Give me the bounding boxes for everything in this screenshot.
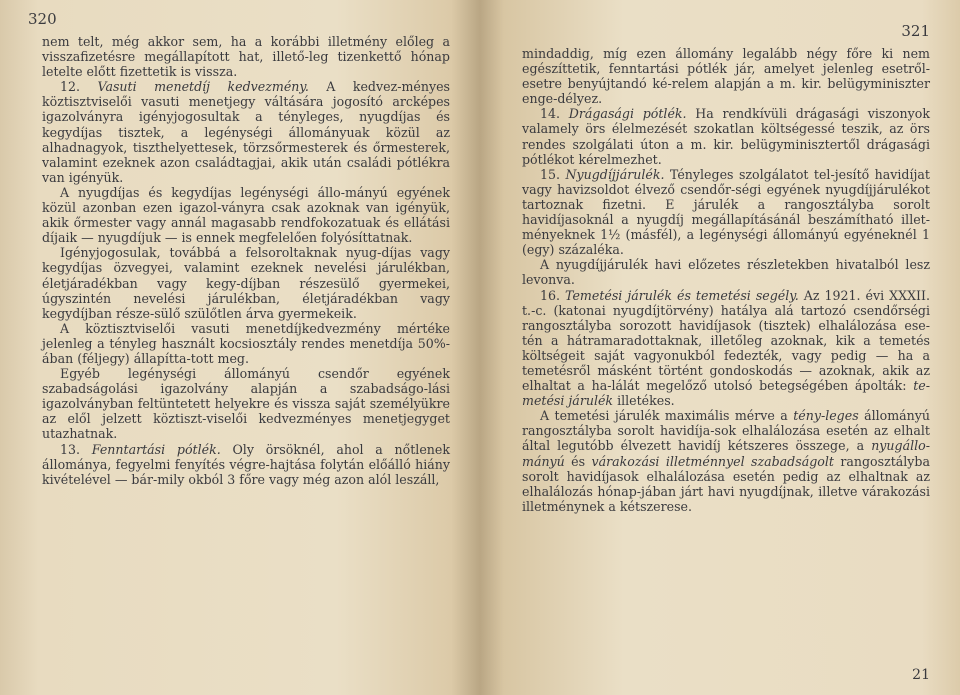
- left-paragraph: A köztisztviselői vasuti menetdíjkedvezmény mértéke jelenleg a tényleg használt kocsiosztály rendes menetdíja 50%-ában (féljegy) állapítta-tott meg.: [42, 320, 450, 366]
- left-paragraph: Egyéb legénységi állományú csendőr egyének szabadságolási igazolvány alapján a szabadságo-lási igazolványban feltüntetett helyekre és vissza saját személyükre az elől jelzett köztiszt-viselői kedvezményes menetjegyget utazhatnak.: [42, 366, 450, 442]
- right-page-number: 321: [901, 22, 930, 40]
- left-paragraph: Igényjogosulak, továbbá a felsoroltaknak nyug-díjas vagy kegydíjas özvegyei, valamint ezeknek nevelési járulékban, életjáradékban vagy kegy-díjban részesülő gyermekei, úgyszintén nevelési járulékban, életjáradékban vagy kegydíjban része-sülő szülőtlen árva gyermekeik.: [42, 245, 450, 321]
- right-paragraph: A temetési járulék maximális mérve a tény-leges állományú rangosztályba sorolt havidíja-sok elhalálozása esetén az elhalt által legutóbb élvezett havidíj kétszeres összege, a nyugállo-mányú és várakozási illetménnyel szabadságolt rangosztályba sorolt havidíjasok elhalálozása esetén pedig az elhaltnak az elhalálozás hónap-jában járt havi nyugdíjnak, illetve várakozási illetménynek a kétszerese.: [522, 408, 931, 514]
- right-paragraph: A nyugdíjjárulék havi előzetes részletekben hivatalból lesz levonva.: [522, 257, 930, 288]
- left-page-body: [42, 34, 450, 487]
- right-paragraph: 14. Drágasági pótlék. Ha rendkívüli drágasági viszonyok valamely örs élelmezését szokatlan költségessé teszik, az örs rendes szolgálati úton a m. kir. belügyminisztertől drágasági pótlékot kérelmezhet.: [522, 106, 930, 167]
- left-paragraph: A nyugdíjas és kegydíjas legénységi állo-mányú egyének közül azonban ezen igazol-ványra csak azoknak van igényük, akik őrmester vagy annál magasabb rendfokozatuak és ellátási díjaik — nyugdíjuk — is ennek megfelelően folyósíttatnak.: [42, 184, 450, 246]
- right-paragraph: mindaddig, míg ezen állomány legalább négy főre ki nem egészíttetik, fenntartási pótlék jár, amelyet jelenleg esetről-esetre benyújtandó ké-relem alapján a m. kir. belügyminiszter enge-délyez.: [522, 46, 930, 107]
- left-paragraph: nem telt, még akkor sem, ha a korábbi illetmény előleg a visszafizetésre megállapított hat, illető-leg tizenkettő hónap letelte előtt fizettetik is vissza.: [42, 34, 450, 80]
- right-paragraph: 15. Nyugdíjjárulék. Tényleges szolgálatot tel-jesítő havidíjat vagy havizsoldot élvező csendőr-ségi egyének nyugdíjjárulékot tartoznak fizetni. E járulék a rangosztályba sorolt havidíjasoknál a nyugdíj megállapításánál beszámítható illet-ményeknek 1½ (másfél), a legénységi állományú egyéneknél 1 (egy) százaléka.: [522, 166, 930, 258]
- right-page-body: [522, 46, 930, 514]
- left-page-number: 320: [28, 10, 57, 28]
- right-paragraph: 16. Temetési járulék és temetési segély. Az 1921. évi XXXII. t.-c. (katonai nyugdíjtörvény) hatálya alá tartozó csendőrségi rangosztályba sorozott havidíjasok (tisztek) elhalálozása ese-tén a hátramaradottaknak, illetőleg azoknak, kik a temetés költségeit saját vagyonukból fedezték, vagy pedig — ha a temetésről másként történt gondoskodás — azoknak, akik az elhaltat a ha-lálát megelőző utolsó betegségében ápolták: te-metési járulék illetékes.: [522, 287, 930, 409]
- left-paragraph: 13. Fenntartási pótlék. Oly örsöknél, ahol a nőtlenek állománya, fegyelmi fenyítés végre-hajtása folytán előálló hiány kivételével — bár-mily okból 3 főre vagy még azon alól leszáll,: [42, 441, 450, 487]
- right-page: [480, 0, 960, 695]
- left-paragraph: 12. Vasuti menetdíj kedvezmény. A kedvez-ményes köztisztviselői vasuti menetjegy váltására jogosító arcképes igazolványra igényjogosultak a tényleges, nyugdíjas és kegydíjas tisztek, a legénységi állományuak közül az alhadnagyok, tiszthelyettesek, törzsőrmesterek és őrmesterek, valamint ezeknek azon családtagjai, akik után családi pótlékra van igényük.: [42, 79, 450, 185]
- signature-mark: 21: [912, 667, 930, 683]
